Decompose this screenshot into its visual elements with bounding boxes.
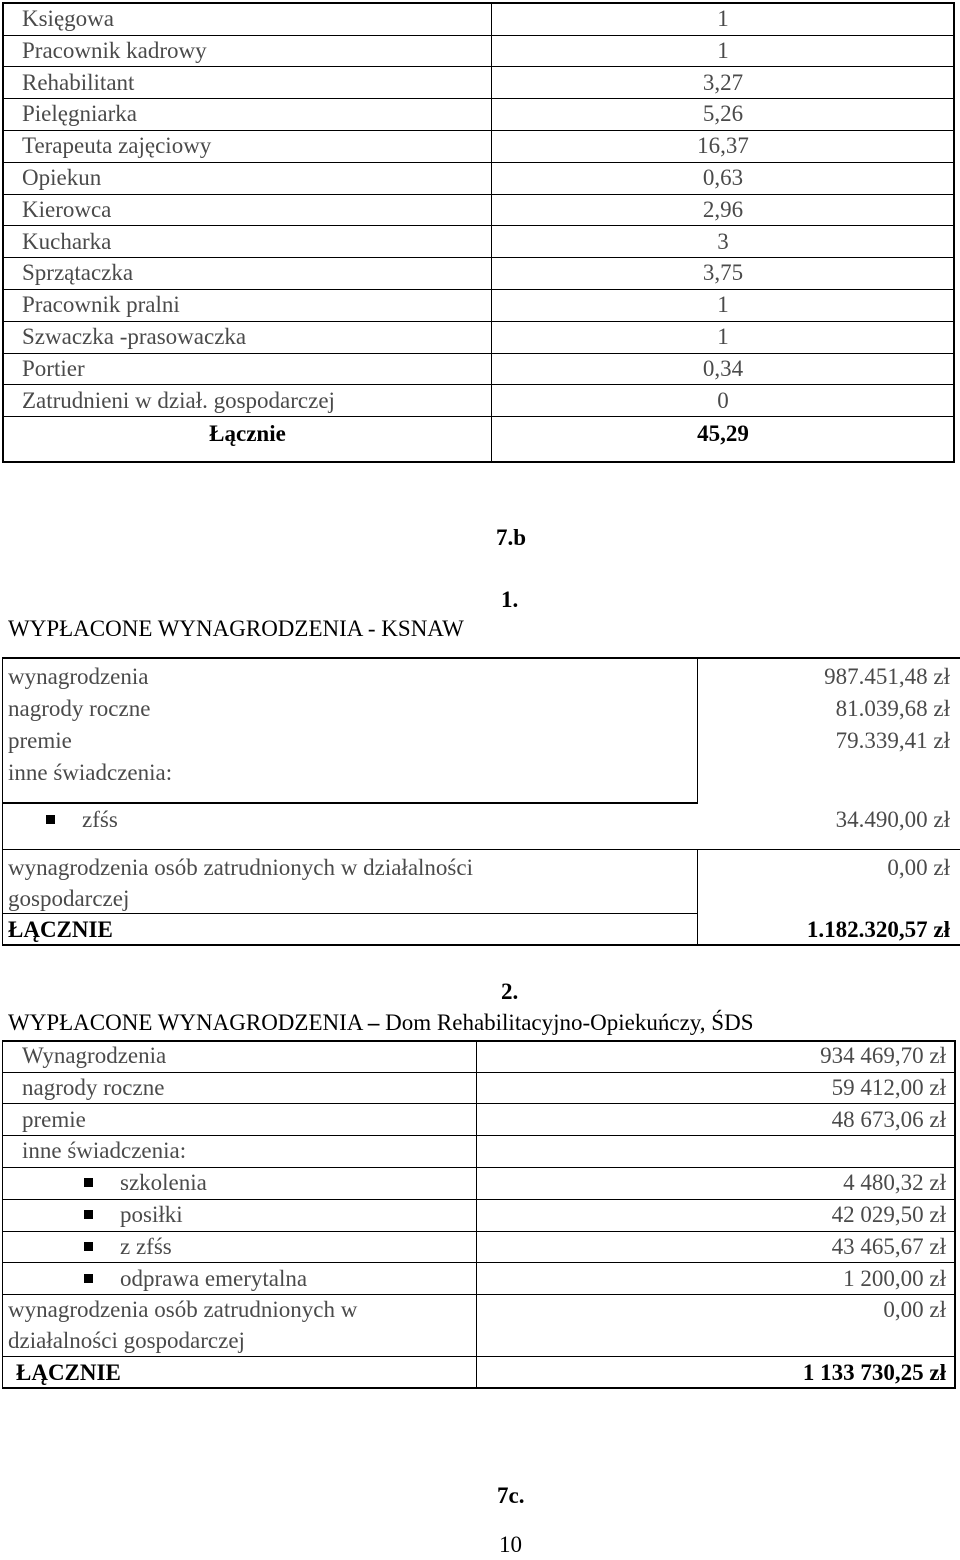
ksnaw-row-value: 987.451,48 zł	[824, 664, 950, 689]
ksnaw-line-top	[2, 657, 960, 659]
staff-row-value: 1	[717, 292, 729, 318]
staff-table-border-bottom	[2, 461, 955, 463]
dom-line-before-total	[2, 1356, 956, 1357]
staff-row-divider	[2, 416, 955, 417]
section-7b-sub-number: 1.	[501, 587, 519, 612]
dom-row-label: Wynagrodzenia	[22, 1043, 167, 1068]
zfss-value: 34.490,00 zł	[835, 807, 950, 832]
ksnaw-row-label: wynagrodzenia	[8, 664, 149, 689]
ksnaw-divider-upper	[697, 657, 698, 802]
section-heading-7b: 7.b	[496, 525, 527, 550]
list-bullet-icon	[84, 1274, 93, 1283]
list-bullet-icon	[84, 1210, 93, 1219]
section-2-title-rest: Dom Rehabilitacyjno-Opiekuńczy, ŚDS	[379, 1010, 754, 1035]
dom-line-left	[2, 1040, 3, 1389]
ksnaw-business-label-line1: wynagrodzenia osób zatrudnionych w działalności	[8, 855, 473, 880]
ksnaw-row-label: nagrody roczne	[8, 696, 151, 721]
section-7b-title: WYPŁACONE WYNAGRODZENIA - KSNAW	[8, 616, 464, 641]
staff-row-value: 3,75	[702, 260, 744, 286]
staff-row-value: 2,96	[702, 196, 744, 222]
dom-row-value: 48 673,06 zł	[831, 1106, 946, 1132]
ksnaw-business-label-line2: gospodarczej	[8, 886, 130, 911]
ksnaw-row-label: premie	[8, 728, 72, 753]
ksnaw-row-value: 79.339,41 zł	[835, 728, 950, 753]
staff-row-value: 3	[717, 228, 729, 254]
list-bullet-icon	[84, 1178, 93, 1187]
staff-row-label: Rehabilitant	[22, 69, 135, 95]
zfss-bullet-icon	[46, 815, 55, 824]
staff-row-label: Zatrudnieni w dział. gospodarczej	[22, 387, 335, 413]
ksnaw-line-left	[2, 657, 3, 946]
list-bullet-icon	[84, 1242, 93, 1251]
staff-row-label: Opiekun	[22, 165, 102, 190]
ksnaw-line-after-zfss	[2, 849, 960, 850]
dom-bullet-value: 4 480,32 zł	[843, 1170, 946, 1196]
dom-bullet-label: szkolenia	[120, 1170, 207, 1196]
dom-bullet-value: 43 465,67 zł	[831, 1233, 946, 1259]
ksnaw-total-label: ŁĄCZNIE	[8, 917, 113, 942]
dom-row-value: 59 412,00 zł	[831, 1074, 946, 1100]
dom-total-value: 1 133 730,25 zł	[802, 1360, 946, 1385]
staff-row-value: 1	[717, 6, 729, 31]
staff-total-value: 45,29	[697, 421, 749, 446]
staff-row-label: Pracownik pralni	[22, 292, 180, 318]
next-section-heading: 7c.	[497, 1483, 525, 1508]
dom-business-value: 0,00 zł	[883, 1297, 946, 1322]
staff-row-value: 0,63	[702, 165, 744, 190]
ksnaw-row-value: 81.039,68 zł	[835, 696, 950, 721]
staff-row-label: Szwaczka -prasowaczka	[22, 324, 247, 349]
ksnaw-total-value: 1.182.320,57 zł	[806, 917, 950, 942]
dom-bullet-value: 1 200,00 zł	[843, 1265, 946, 1291]
section-2-title-main: WYPŁACONE WYNAGRODZENIA	[8, 1010, 368, 1035]
dom-total-label: ŁĄCZNIE	[16, 1360, 121, 1385]
dom-row-label: nagrody roczne	[22, 1074, 165, 1100]
staff-row-label: Terapeuta zajęciowy	[22, 133, 212, 159]
dom-row-label: premie	[22, 1106, 86, 1132]
staff-row-label: Kucharka	[22, 228, 112, 254]
dom-business-label-line1: wynagrodzenia osób zatrudnionych w	[8, 1297, 358, 1322]
staff-row-value: 5,26	[702, 101, 744, 127]
staff-total-label: Łącznie	[209, 421, 286, 446]
ksnaw-divider-lower	[697, 849, 698, 946]
section-2-title-dash: –	[367, 1010, 380, 1035]
ksnaw-line-after-inne	[2, 802, 698, 804]
staff-row-label: Portier	[22, 355, 85, 381]
staff-row-value: 1	[717, 37, 729, 63]
dom-bullet-value: 42 029,50 zł	[831, 1202, 946, 1227]
staff-row-value: 0,34	[702, 355, 744, 381]
ksnaw-row-label: inne świadczenia:	[8, 760, 173, 785]
section-2-title	[8, 1008, 754, 1038]
ksnaw-business-value: 0,00 zł	[887, 855, 950, 880]
dom-bullet-label: odprawa emerytalna	[120, 1265, 308, 1291]
staff-row-label: Pracownik kadrowy	[22, 37, 207, 63]
staff-row-label: Sprzątaczka	[22, 260, 134, 286]
staff-row-label: Księgowa	[22, 6, 114, 31]
staff-row-label: Pielęgniarka	[22, 101, 137, 127]
dom-column-divider	[476, 1040, 477, 1389]
dom-bullet-label: z zfśs	[120, 1233, 172, 1259]
section-2-sub-number: 2.	[501, 979, 519, 1004]
dom-row-label: inne świadczenia:	[22, 1138, 187, 1164]
page-number: 10	[499, 1532, 522, 1557]
dom-line-right	[954, 1040, 956, 1389]
dom-row-value: 934 469,70 zł	[820, 1043, 946, 1068]
staff-row-value: 16,37	[697, 133, 749, 159]
dom-bullet-label: posiłki	[120, 1202, 183, 1227]
staff-row-label: Kierowca	[22, 196, 112, 222]
zfss-label: zfśs	[82, 807, 118, 832]
staff-row-value: 3,27	[702, 69, 744, 95]
staff-row-value: 0	[717, 387, 729, 413]
dom-business-label-line2: działalności gospodarczej	[8, 1328, 245, 1353]
staff-table-border-left	[2, 2, 4, 463]
staff-row-value: 1	[717, 324, 729, 349]
